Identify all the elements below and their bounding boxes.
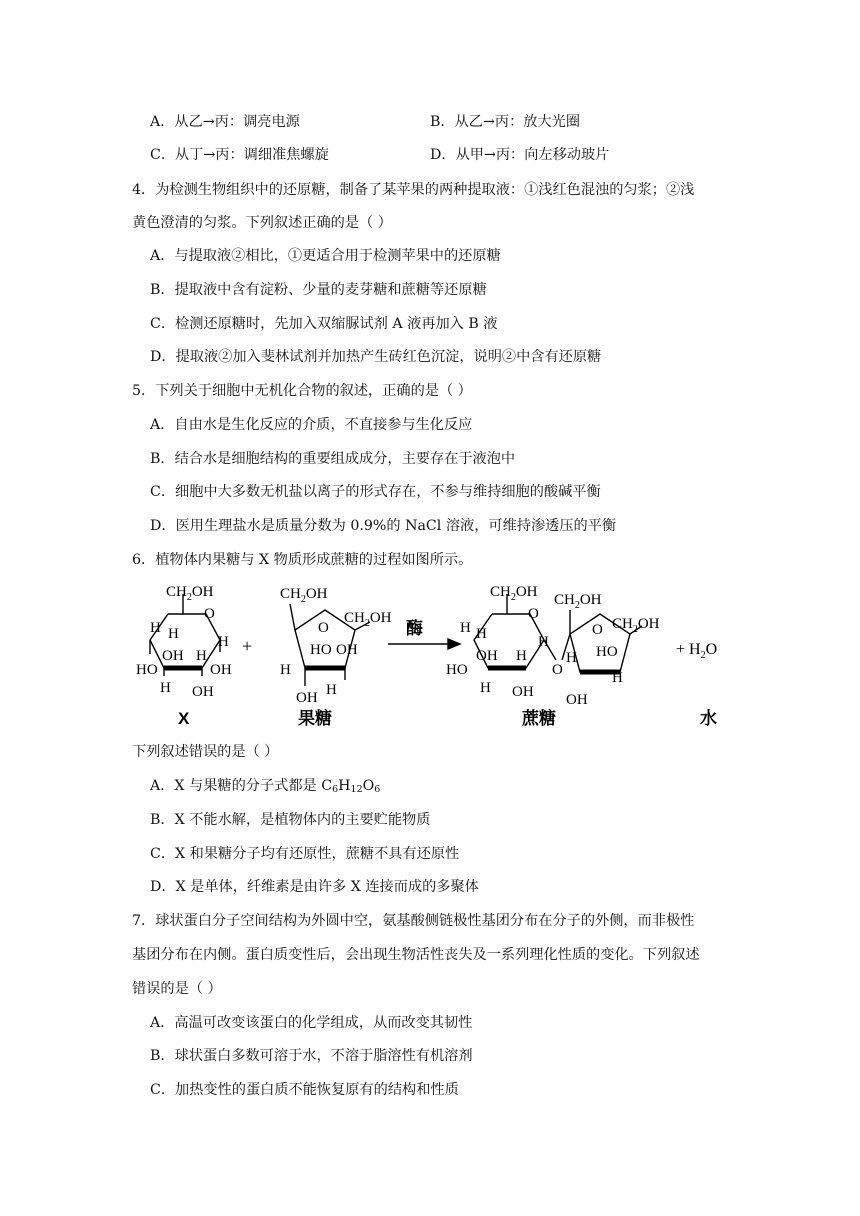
q6-option-c: C．X 和果糖分子均有还原性，蔗糖不具有还原性 bbox=[150, 846, 460, 862]
x-oh-right: OH bbox=[210, 662, 232, 678]
sucrose-h-3: H bbox=[516, 648, 527, 664]
q4-option-a: A．与提取液②相比，①更适合用于检测苹果中的还原糖 bbox=[150, 248, 501, 264]
label-sucrose: 蔗糖 bbox=[522, 709, 556, 728]
fructose-h-2: H bbox=[326, 682, 337, 698]
q7-option-c: C．加热变性的蛋白质不能恢复原有的结构和性质 bbox=[150, 1082, 459, 1098]
x-h-3: H bbox=[196, 648, 207, 664]
q4-option-d: D．提取液②加入斐林试剂并加热产生砖红色沉淀，说明②中含有还原糖 bbox=[150, 349, 602, 365]
q3-option-a: A．从乙→丙：调亮电源 bbox=[150, 114, 300, 130]
x-ring-oxygen: O bbox=[204, 606, 215, 622]
q6-option-b: B．X 不能水解，是植物体内的主要贮能物质 bbox=[150, 812, 431, 828]
q6-option-d: D．X 是单体，纤维素是由许多 X 连接而成的多聚体 bbox=[150, 879, 479, 895]
q7-option-a: A．高温可改变该蛋白的化学组成，从而改变其韧性 bbox=[150, 1015, 473, 1031]
x-ho-left: HO bbox=[136, 662, 158, 678]
enzyme-label: 酶 bbox=[406, 619, 423, 638]
sucrose-ho: HO bbox=[596, 644, 618, 660]
q5-option-d: D．医用生理盐水是质量分数为 0.9%的 NaCl 溶液，可维持渗透压的平衡 bbox=[150, 518, 617, 534]
sucrose-h-7: H bbox=[612, 670, 623, 686]
q3-option-b: B．从乙→丙：放大光圈 bbox=[430, 114, 581, 130]
q6-prompt: 下列叙述错误的是（ ） bbox=[132, 744, 279, 760]
sucrose-ring-oxygen-1: O bbox=[528, 606, 539, 622]
x-oh-bottom: OH bbox=[192, 684, 214, 700]
x-ch2oh-label: $CH_2OH$ bbox=[166, 584, 214, 603]
q5-stem: 5．下列关于细胞中无机化合物的叙述，正确的是（ ） bbox=[132, 383, 472, 399]
q7-stem-line2: 基团分布在内侧。蛋白质变性后，会出现生物活性丧失及一系列理化性质的变化。下列叙述 bbox=[132, 947, 700, 963]
fructose-ring-oxygen: O bbox=[318, 620, 329, 636]
sucrose-synthesis-diagram bbox=[130, 582, 750, 734]
q5-option-b: B．结合水是细胞结构的重要组成成分，主要存在于液泡中 bbox=[150, 451, 516, 467]
x-h-2: H bbox=[168, 626, 179, 642]
fructose-ch2oh-top: $CH_2OH$ bbox=[280, 586, 328, 605]
sucrose-h-5: H bbox=[480, 680, 491, 696]
label-fructose: 果糖 bbox=[298, 709, 332, 728]
fructose-oh: OH bbox=[336, 642, 358, 658]
sucrose-ring-oxygen-2: O bbox=[592, 622, 603, 638]
sucrose-ch2oh-mid: $CH_2OH$ bbox=[554, 592, 602, 611]
q4-option-c: C．检测还原糖时，先加入双缩脲试剂 A 液再加入 B 液 bbox=[150, 316, 498, 332]
q7-stem-line1: 7．球状蛋白分子空间结构为外圆中空，氨基酸侧链极性基团分布在分子的外侧，而非极性 bbox=[132, 913, 695, 929]
sucrose-ho-left: HO bbox=[446, 662, 468, 678]
sucrose-glycosidic-oxygen: O bbox=[552, 662, 563, 678]
label-water: 水 bbox=[700, 709, 717, 728]
sucrose-oh-mid: OH bbox=[476, 648, 498, 664]
q5-option-c: C．细胞中大多数无机盐以离子的形式存在，不参与维持细胞的酸碱平衡 bbox=[150, 484, 601, 500]
sucrose-h-1: H bbox=[460, 620, 471, 636]
fructose-oh-bottom: OH bbox=[296, 690, 318, 706]
q7-option-b: B．球状蛋白多数可溶于水，不溶于脂溶性有机溶剂 bbox=[150, 1048, 473, 1064]
sucrose-ch2oh-top: $CH_2OH$ bbox=[490, 584, 538, 603]
q6-option-a: A．X 与果糖的分子式都是 $C_6H_{12}O_6$ bbox=[150, 778, 381, 795]
q7-stem-line3: 错误的是（ ） bbox=[132, 981, 222, 997]
fructose-ho: HO bbox=[310, 642, 332, 658]
sucrose-oh-bottom: OH bbox=[512, 684, 534, 700]
plus-sign: + bbox=[242, 636, 253, 656]
sucrose-ch2oh-right: $CH_2OH$ bbox=[612, 616, 660, 635]
q4-stem-line2: 黄色澄清的匀浆。下列叙述正确的是（ ） bbox=[132, 215, 392, 231]
x-h-4: H bbox=[218, 634, 229, 650]
water-formula: + $H_2O$ bbox=[676, 641, 718, 661]
sucrose-h-4: H bbox=[538, 634, 549, 650]
sucrose-oh-fructose: OH bbox=[566, 692, 588, 708]
q4-option-b: B．提取液中含有淀粉、少量的麦芽糖和蔗糖等还原糖 bbox=[150, 282, 487, 298]
q3-option-d: D．从甲→丙：向左移动玻片 bbox=[430, 147, 610, 163]
sucrose-h-2: H bbox=[476, 626, 487, 642]
x-h-1: H bbox=[150, 620, 161, 636]
q6-stem: 6．植物体内果糖与 X 物质形成蔗糖的过程如图所示。 bbox=[132, 552, 473, 568]
q5-option-a: A．自由水是生化反应的介质，不直接参与生化反应 bbox=[150, 417, 473, 433]
x-h-5: H bbox=[160, 680, 171, 696]
fructose-ch2oh-right: $CH_2OH$ bbox=[344, 610, 392, 629]
sucrose-h-6: H bbox=[566, 650, 577, 666]
fructose-h-1: H bbox=[280, 662, 291, 678]
q4-stem-line1: 4．为检测生物组织中的还原糖，制备了某苹果的两种提取液：①浅红色混浊的匀浆；②浅 bbox=[132, 182, 695, 198]
label-x: X bbox=[178, 709, 190, 728]
q3-option-c: C．从丁→丙：调细准焦螺旋 bbox=[150, 147, 329, 163]
x-oh-mid: OH bbox=[162, 648, 184, 664]
